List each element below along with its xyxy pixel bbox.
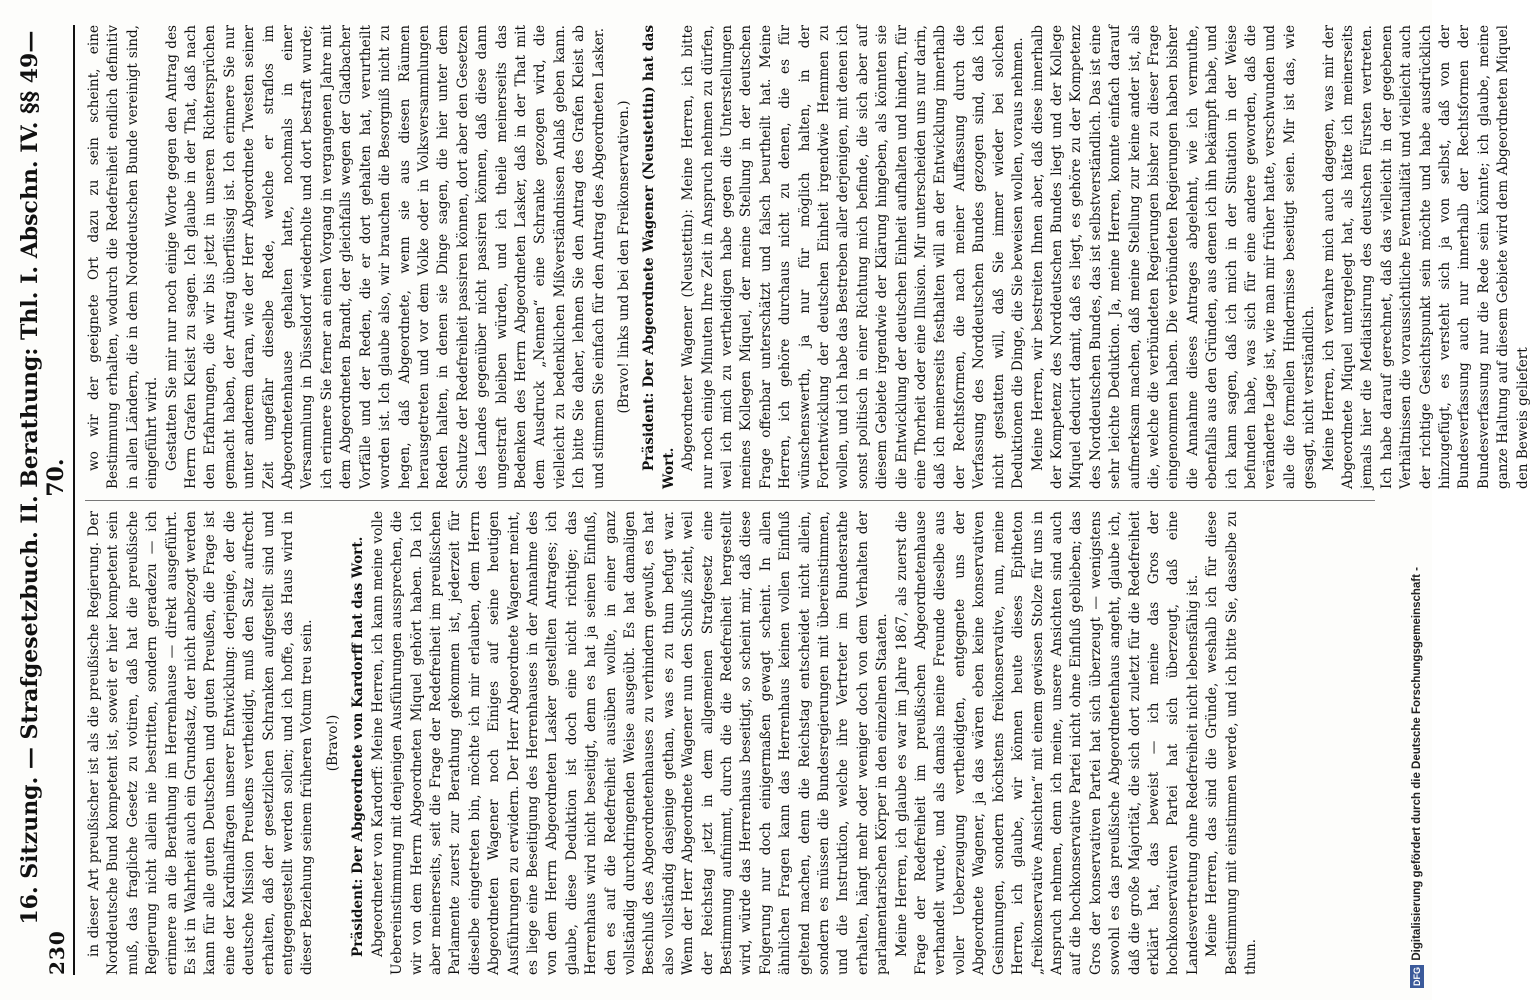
paragraph: Abgeordneter Wagener (Neustettin): Meine Herren, ich bitte nur noch einige Minuten Ihre Zeit in Anspruch nehmen zu dürfen, weil ich mich zu vertheidigen habe gegen die Unterstellungen meines Kollegen Miquel, der meine Stellung in der deutschen Frage offenbar unterschätzt und falsch beurtheilt hat. Meine Herren, ich gehöre durchaus nicht zu denen, die es für wünschenswerth, ja nur für möglich halten, in der Fortentwicklung der deutschen Einheit irgendwie Hemmen zu wollen, und ich habe das Bestreben aller derjenigen, mit denen ich sonst politisch in einer Richtung mich befinde, die sich aber auf diesem Gebiete irgendwie der Klärung hingeben, als könnten sie die Entwicklung der deutschen Einheit aufhalten und hindern, für eine Thorheit oder eine Illusion. Mir unterscheiden uns nur darin, daß ich meinerseits festhalten will an der Entwicklung innerhalb der Rechtsformen, die nach meiner Auffassung durch die Verfassung des Norddeutschen Bundes gezogen sind, daß ich nicht gestatten will, daß Sie immer wieder bei solchen Deduktionen die Dinge, die Sie beweisen wollen, voraus nehmen. <box>680 25 1027 489</box>
paragraph: Meine Herren, ich glaube es war im Jahre 1867, als zuerst die Frage der Redefreiheit im preußischen Abgeordnetenhause verhandelt wurde, und als damals meine Freunde dieselbe aus voller Ueberzeugung vertheidigten, entgegnete uns der Abgeordnete Wagener, ja das wären eben keine konservativen Gesinnungen, sondern höchstens freikonservative, nun, meine Herren, ich glaube, wir können heute dieses Epitheton „freikonservative Ansichten“ mit einem gewissen Stolze für uns in Anspruch nehmen, denn ich meine, unsere Ansichten sind auch auf die hochkonservative Partei nicht ohne Einfluß geblieben; das Gros der konservativen Partei hat sich überzeugt — wenigstens sowohl es das preußische Abgeordnetenhaus angeht, glaube ich, daß die große Majorität, die sich dort zuletzt für die Redefreiheit erklärt hat, das beweist — ich meine das Gros der hochkonservativen Partei hat sich überzeugt, daß eine Landesvertretung ohne Redefreiheit nicht lebensfähig ist. <box>893 511 1201 975</box>
paragraph: wo wir der geeignete Ort dazu zu sein scheint, eine Bestimmung erhalten, wodurch die Redefreiheit endlich definitiv in allen Ländern, die in dem Norddeutschen Bunde vereinigt sind, eingeführt wird. <box>86 25 161 489</box>
paragraph: in dieser Art preußischer ist als die preußische Regierung. Der Norddeutsche Bund kompetent ist, soweit er hier kompetent sein muß, das fragliche Gesetz zu votiren, daß hat die preußische Regierung nicht allein nie bestritten, sondern geradezu — ich erinnere an die Berathung im Herrenhause — direkt ausgeführt. Es ist in Wahrheit auch ein Grundsatz, der nicht anbezogt werden kann für alle guten Deutschen und guten Preußen, die Frage ist eine der Kardinalfragen unserer Entwicklung: derjenige, der die deutsche Mission Preußens vertheidigt, muß den Satz aufrecht erhalten, daß der gesetzlichen Schranken aufgestellt sind und entgegengestellt werden sollen; und ich hoffe, das Haus wird in dieser Beziehung seinem früheren Votum treu sein. <box>86 511 316 975</box>
page-number: 230 <box>45 930 69 975</box>
paragraph: Meine Herren, ich verwahre mich auch dagegen, was mir der Abgeordnete Miquel untergelegt hat, als hätte ich meinerseits jemals hier die Mediatisirung des deutschen Fürsten vertreten. Ich habe darauf gerechnet, daß das vielleicht in der gegebenen Verhältnissen die voraussichtliche Eventualität und vielleicht auch der richtige Gesichtspunkt sein möchte und habe ausdrücklich hinzugefügt, es versteht sich ja von selbst, daß von der Bundesverfassung auch nur innerhalb der Rechtsformen der Bundesverfassung nur die Rede sein könnte; ich glaube, meine ganze Haltung auf diesem Gebiete wird dem Abgeordneten Miquel den Beweis geliefert <box>1320 25 1531 489</box>
page-header <box>17 25 75 975</box>
paragraph: Abgeordneter von Kardorff: Meine Herren, ich kann meine volle Uebereinstimmung mit denjenigen Ausführungen aussprechen, die wir von dem Herrn Abgeordneten Miquel gehört haben. Da ich aber meinerseits, seit die Frage der Redefreiheit im preußischen Parlamente zuerst zur Berathung gekommen ist, jederzeit für dieselbe eingetreten bin, möchte ich mir erlauben, dem Herrn Abgeordneten Wagener noch Einiges auf seine heutigen Ausführungen zu erwidern. Der Herr Abgeordnete Wagener meint, es liege eine Beseitigung des Herrenhauses in der Annahme des von dem Herrn Abgeordneten Lasker gestellten Antrages; ich glaube, diese Deduktion ist doch eine nicht richtige; das Herrenhaus wird nicht beseitigt, denn es hat ja seinen Einfluß, den es auf die Redefreiheit ausüben wollte, in einer ganz vollständig durchdringenden Weise ausgeübt. Es hat damaligen Beschluß des Abgeordnetenhauses zu verhindern gewußt, es hat also vollständig dasjenige gethan, was es zu thun befugt war. Wenn der Herr Abgeordnete Wagener nun den Schluß zieht, weil der Reichstag jetzt in dem allgemeinen Strafgesetz eine Bestimmung aufnimmt, durch die die Redefreiheit hergestellt wird, würde das Herrenhaus beseitigt, so scheint mir, daß diese Folgerung nur doch einigermaßen gewagt scheint. In allen ähnlichen Fragen kann das Herrenhaus keinen vollen Einfluß geltend machen, denn die Reichstag entscheidet nicht allein, sondern es müssen die Bundesregierungen mit übereinstimmen, und die Instruktion, welche ihre Vertreter im Bundesrathe erhalten, hängt mehr oder weniger doch von dem Verhalten der parlamentarischen Körper in den einzelnen Staaten. <box>369 511 891 975</box>
president-line: Präsident: Der Abgeordnete Wagener (Neustettin) hat das Wort. <box>641 25 677 489</box>
column-right <box>85 25 1531 489</box>
applause-note: (Bravo! links und bei den Freikonservativen.) <box>615 100 632 414</box>
paragraph: Meine Herren, wir bestreiten Ihnen aber, daß diese innerhalb der Kompetenz des Norddeutschen Bundes liegt und der Kollege Miquel deducirt damit, daß es liegt, es gehöre zu der Kompetenz des Norddeutschen Bundes, das ist selbstverständlich. Das ist eine sehr leichte Deduktion. Ja, meine Herren, konnte einfach darauf aufmerksam machen, daß meine Stellung zur keine ander ist, als die, welche die verbündeten Regierungen bisher zu dieser Frage eingenommen haben. Die verbündeten Regierungen haben bisher die Annahme dieses Antrages abgelehnt, wie ich vermuthe, ebenfalls aus den Gründen, aus denen ich ihn bekämpft habe, und ich kann sagen, daß ich mich in der Situation in der Weise befunden habe, was sich für eine andere geworden, daß die veränderte Lage ist, wie man mir früher hatte, verschwunden und alle die formellen Hindernisse beseitigt seien. Mir ist das, wie gesagt, nicht verständlich. <box>1029 25 1318 489</box>
digitization-credit <box>1406 8 1428 988</box>
paragraph: Gestatten Sie mir nur noch einige Worte gegen den Antrag des Herrn Grafen Kleist zu sagen. Ich glaube in der That, daß nach den Erfahrungen, die wir bis jetzt in unseren Richtersprüchen gemacht haben, der Antrag überflüssig ist. Ich erinnere Sie nur unter anderem daran, wie der Herr Abgeordnete Twesten seiner Zeit ungefähr dieselbe Rede, welche er straflos im Abgeordnetenhause gehalten hatte, nochmals in einer Versammlung in Düsseldorf wiederholte und dort bestraft wurde; ich erinnere Sie ferner an einen Vorgang in vergangenen Jahre mit dem Abgeordneten Brandt, der gleichfalls wegen der Gladbacher Vorfälle und der Reden, die er dort gehalten hat, verurtheilt worden ist. Ich glaube also, wir brauchen die Besorgniß nicht zu hegen, daß Abgeordnete, wenn sie aus diesen Räumen herausgetreten und vor dem Volke oder in Volksversammlungen Reden halten, in denen sie Dinge sagen, die hier unter dem Schutze der Redefreiheit passiren können, dort aber den Gesetzen des Landes gegenüber nicht passiren können, daß diese dann ungestraft bleiben würden, und ich theile meinerseits das Bedenken des Herrn Abgeordneten Lasker, daß in der That mit dem Ausdruck „Nennen“ eine Schranke gezogen wird, die vielleicht zu bedenklichen Mißverständnissen Anlaß geben kann. Ich bitte Sie daher, lehnen Sie den Antrag des Grafen Kleist ab und stimmen Sie einfach für den Antrag des Abgeordneten Lasker. <box>163 25 607 489</box>
applause-note: (Bravo!) <box>324 714 341 772</box>
dfg-logo: DFG <box>1412 967 1422 986</box>
president-line: Präsident: Der Abgeordnete von Kardorff hat das Wort. <box>350 536 367 957</box>
column-left <box>85 511 1385 975</box>
page-title: 16. Sitzung. — Strafgesetzbuch. II. Berathung: Thl. I. Abschn. IV. §§ 49—70. <box>17 30 69 925</box>
credit-text: Digitalisierung gefördert durch die Deutsche Forschungsgemeinschaft - <box>1411 567 1423 961</box>
paragraph: Meine Herren, das sind die Gründe, weshalb ich für diese Bestimmung mit einstimmen werde, und ich bitte Sie, dasselbe zu thun. <box>1204 511 1259 975</box>
